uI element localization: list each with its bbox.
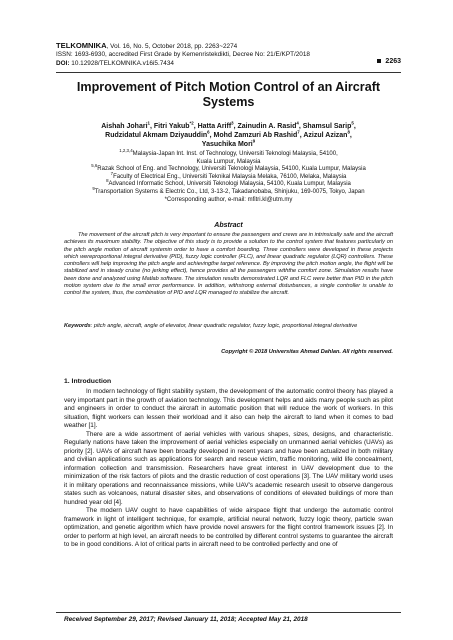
footer-divider (56, 612, 401, 613)
header-divider (56, 72, 401, 73)
affiliation-text: Faculty of Electrical Eng., Universiti Teknikal Malaysia Melaka, 76100, Melaka, Malaysia (113, 173, 347, 180)
author-separator: , (299, 132, 304, 139)
author-line-3 (56, 140, 401, 149)
keywords-label: Keywords (64, 323, 91, 329)
issn-line: ISSN: 1693-6930, accredited First Grade by Kemenristekdikti, Decree No: 21/E/KPT/2018 (56, 51, 310, 59)
affiliation-line (56, 163, 401, 174)
section-heading: 1. Introduction (64, 378, 112, 385)
doi-link[interactable]: 10.12928/TELKOMNIKA.v16i5.7434 (69, 59, 174, 67)
title-line-2: Systems (202, 95, 255, 109)
received-dates: Received September 29, 2017; Revised January 11, 2018; Accepted May 21, 2018 (64, 616, 308, 623)
journal-title-line (56, 42, 401, 51)
author-name: Rudzidatul Akmam Dziyauddin (105, 132, 208, 139)
affiliation-line (56, 185, 401, 197)
author-line-2 (56, 131, 401, 140)
author-separator: , (209, 132, 214, 139)
keywords-list: : pitch angle, aircraft, angle of elevator, linear quadratic regulator, fuzzy logic, proportional integral derivative (90, 323, 358, 329)
author-separator: , (193, 123, 198, 130)
page-number-value: 2263 (385, 58, 401, 65)
affiliation-marker: 8 (106, 178, 109, 184)
journal-name: TELKOMNIKA (56, 41, 107, 50)
affiliation-text: Transportation Systems & Electric Co., Ltd, 3-13-2, Takadanobaba, Shinjuku, 169-0075, Tokyo, Japan (94, 188, 365, 195)
author-name: Yasuchika Mori (201, 141, 253, 148)
author-separator: , (353, 123, 356, 130)
author-name: Fitri Yakub (153, 123, 190, 130)
paper-title (56, 80, 401, 110)
affiliation-marker: 9 (92, 185, 95, 191)
author-name: Aishah Johari (101, 123, 148, 130)
affiliation-text: Kuala Lumpur, Malaysia (196, 158, 261, 165)
author-list (56, 122, 401, 149)
affiliation-line (56, 197, 401, 205)
title-line-1: Improvement of Pitch Motion Control of an Aircraft (76, 80, 381, 94)
affiliation-text: *Corresponding author, e-mail: mfitri.kl@utm.my (164, 196, 293, 203)
affiliation-text: Malaysia-Japan Int. Inst. of Technology, Universiti Teknologi Malaysia, 54100, (132, 151, 338, 157)
author-separator: , (298, 123, 303, 130)
affiliation-marker: 5,6 (91, 163, 98, 169)
author-name: Mohd Zamzuri Ab Rashid (213, 132, 298, 139)
paragraph: There are a wide assortment of aerial vehicles with various shapes, sizes, designs, and characteristic. Regularly nations have taken the improvement of aerial vehicles especially on unmanned aerial vehicles (UAVs) as priority [2]. UAVs of aircraft have been broadly developed in recent years and have been actualized in both military and civilian applications such as applications for search and rescue victim, traffic monitoring, wild life concealment, information collection and transmission. Researchers have great interest in UAV development due to the minimization of the risk factors of pilots and the drastic reduction of cost operations [3]. The UAV military world uses it in military operations and reconnaissance missions, while UAV's academic research usesit to observe dangerous states such as volcanoes, natural disaster sites, and observations of conditions of elevated buildings of more than hundred year old [4]. (64, 430, 393, 506)
paragraph: The modern UAV ought to have capabilities of wide airspace flight that undergo the automatic control framework in light of intelligent technique, for example, artificial neural network, fuzzy logic theory, particle swan optimization, and genetic algorithm which have provide novel answers for the flight control framework issues [2]. In order to perform at high level, an aircraft needs to be controlled by different control systems to guarantee the aircraft to be in good conditions. A lot of critical parts in aircraft need to be controlled perfectly and one of (64, 507, 393, 548)
abstract-heading: Abstract (214, 222, 243, 229)
affiliation-list (56, 148, 401, 204)
author-name: Azizul Azizan (303, 132, 348, 139)
section-body (64, 388, 393, 550)
keywords (64, 323, 393, 330)
affiliation-text: Advanced Informatic School, Universiti Teknologi Malaysia, 54100, Kuala Lumpur, Malaysia (108, 181, 351, 188)
affiliation-marker: 7 (110, 170, 114, 176)
abstract-body: The movement of the aircraft pitch is very important to ensure the passengers and crews are in intrinsically safe and the aircraft achieves its maximum stability. The objective of this study is to provide a solution to the control system that features particularly on the pitch angle motion of aircraft systemin order to have a comfort boarding. Three controllers were developed in these projects which wereproportional integral derivative (PID), fuzzy logic controller (FLC), and linear quadratic regulator (LQR) controllers. These controllers will help improving the pitch angle and achievingthe target reference. By improving the pitch motion angle, the flight will be stabilized and in steady cruise (no jerking effect), hence provides all the passengers withthe comfort zone. Simulation results have been done and analyzed using Matlab software. The simulation results demonstrated LQR and FLC were better than PID in the pitch motion system due to the small error performance. In addition, withstrong external disturbances, a single controller is unable to control the system, thus, the combination of PID and LQR managed to stabilize the aircraft. (64, 232, 393, 297)
author-affiliation-marker: 1 (147, 120, 150, 126)
doi-line (56, 60, 401, 68)
author-affiliation-marker: 7 (297, 129, 300, 135)
author-separator: , (233, 123, 238, 130)
affiliation-line (56, 148, 401, 159)
affiliation-marker: 1,2,3,4 (119, 148, 133, 153)
author-affiliation-marker: 4 (296, 120, 299, 126)
page-number (377, 58, 401, 66)
paragraph: In modern technology of flight stability system, the development of the automatic control theory has played a very important part in the growth of aviation technology. This development helps and aids many people such as pilot and engineers in order to conduct the aircraft in automatic position that will reduce the work of workers. In this situation, flight workers can lessen their workload and it also can help the aircraft to land when it comes to bad weather [1]. (64, 388, 393, 429)
author-affiliation-marker: 8 (347, 129, 350, 135)
author-affiliation-marker: 3 (231, 120, 234, 126)
copyright-notice: Copyright © 2018 Universitas Ahmad Dahlan. All rights reserved. (221, 349, 393, 355)
journal-meta: , Vol. 16, No. 5, October 2018, pp. 2263~2274 (106, 43, 238, 50)
author-affiliation-marker: 6 (207, 129, 210, 135)
author-affiliation-marker: 5 (351, 120, 354, 126)
doi-label: DOI: (56, 59, 70, 67)
author-affiliation-marker: 9 (252, 138, 256, 144)
square-bullet-icon (377, 59, 381, 63)
affiliation-text: Razak School of Eng. and Technology, Universiti Teknologi Malaysia, 54100, Kuala Lumpur, Malaysia (97, 166, 366, 173)
journal-header (56, 42, 401, 68)
affiliation-line (56, 178, 401, 189)
author-name: Hatta Ariff (197, 123, 232, 130)
author-name: Shamsul Sarip (302, 123, 352, 130)
author-affiliation-marker: *2 (189, 120, 194, 126)
author-separator: , (349, 132, 352, 139)
author-separator: , (149, 123, 154, 130)
author-name: Zainudin A. Rasid (237, 123, 297, 130)
